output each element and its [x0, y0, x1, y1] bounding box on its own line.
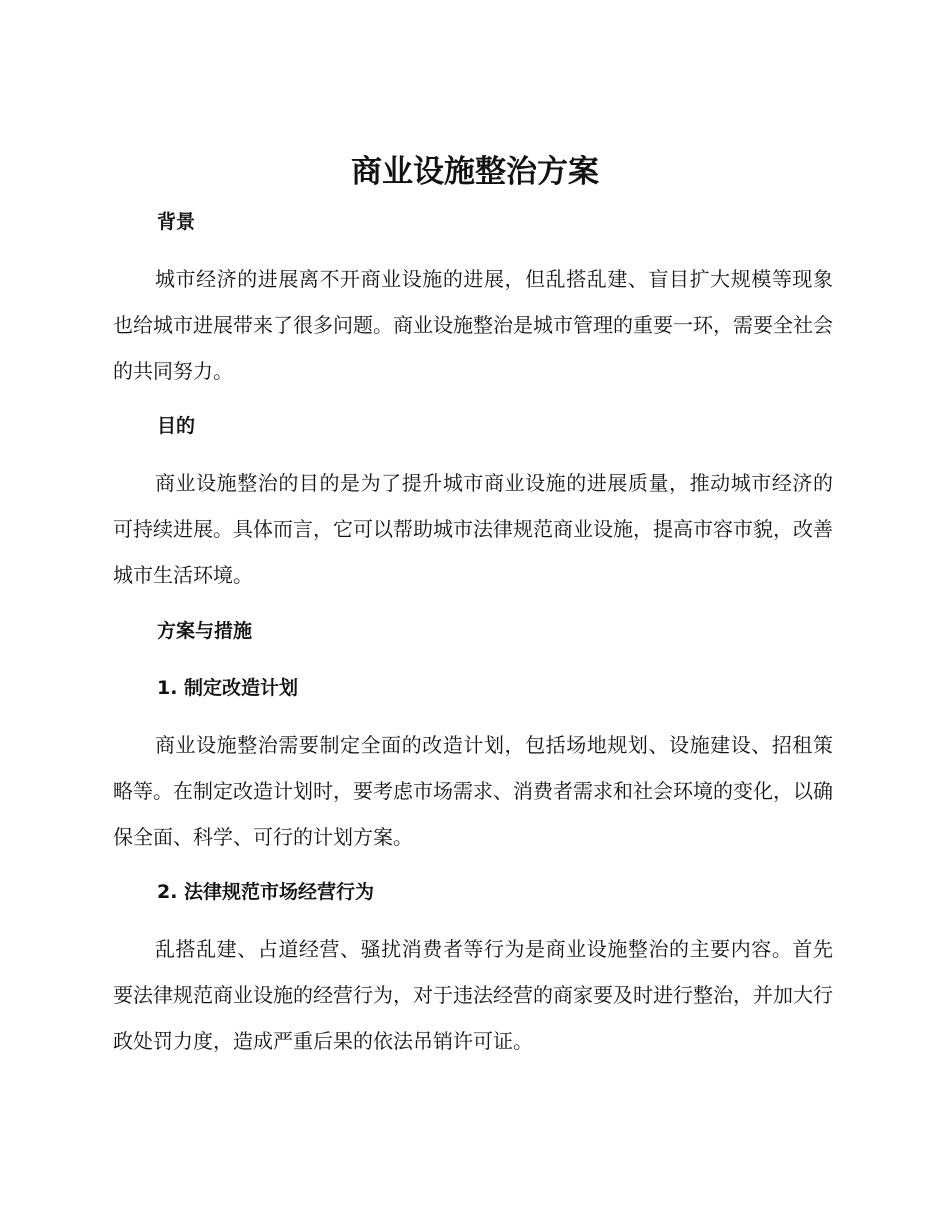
document-title: 商业设施整治方案 [351, 154, 599, 190]
heading-background: 背景 [157, 211, 196, 233]
heading-regulate-business: 2. 法律规范市场经营行为 [157, 881, 375, 903]
paragraph-purpose: 商业设施整治的目的是为了提升城市商业设施的进展质量，推动城市经济的可持续进展。具体而言，它可以帮助城市法律规范商业设施，提高市容市貌，改善城市生活环境。 [113, 471, 833, 587]
paragraph-background: 城市经济的进展离不开商业设施的进展，但乱搭乱建、盲目扩大规模等现象也给城市进展带来了很多问题。商业设施整治是城市管理的重要一环，需要全社会的共同努力。 [113, 267, 833, 383]
paragraph-regulate-business: 乱搭乱建、占道经营、骚扰消费者等行为是商业设施整治的主要内容。首先要法律规范商业设施的经营行为，对于违法经营的商家要及时进行整治，并加大行政处罚力度，造成严重后果的依法吊销许可证。 [113, 937, 833, 1053]
heading-plan-measures: 方案与措施 [157, 620, 253, 642]
heading-purpose: 目的 [157, 415, 196, 437]
heading-renovation-plan: 1. 制定改造计划 [157, 677, 299, 699]
paragraph-renovation-plan: 商业设施整治需要制定全面的改造计划，包括场地规划、设施建设、招租策略等。在制定改造计划时，要考虑市场需求、消费者需求和社会环境的变化，以确保全面、科学、可行的计划方案。 [113, 733, 833, 849]
